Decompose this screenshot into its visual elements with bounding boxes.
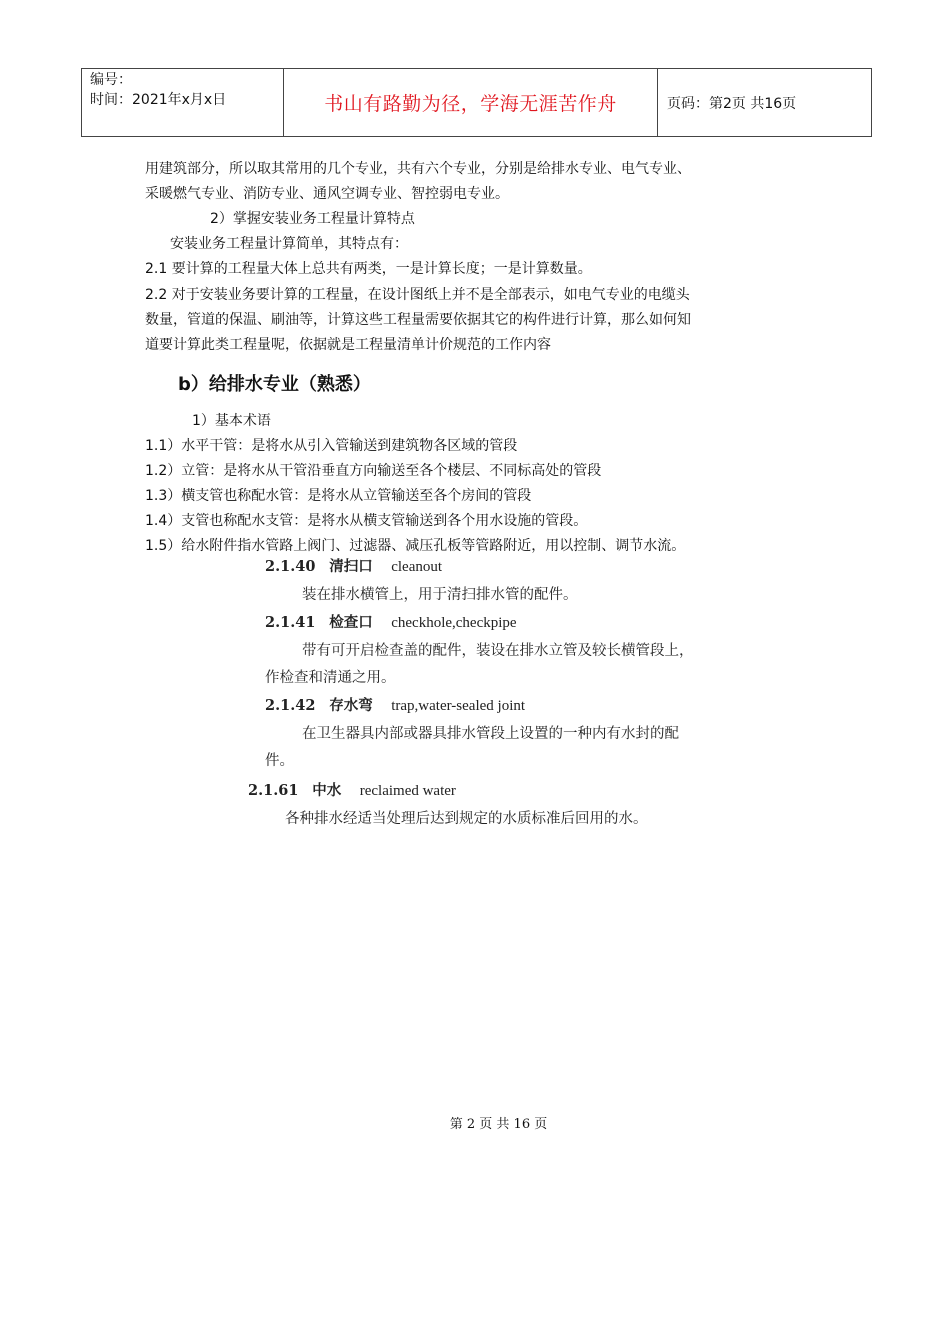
- sub1-title: 1）基本术语: [192, 413, 271, 429]
- entry-definition: 带有可开启检查盖的配件，装设在排水立管及较长横管段上，: [302, 643, 694, 659]
- page-label: 页码：第2页 共16页: [667, 95, 797, 112]
- section-b-heading: b）给排水专业（熟悉）: [178, 374, 371, 395]
- motto-text: 书山有路勤为径，学海无涯苦作舟: [324, 93, 617, 115]
- entry-english: checkhole,checkpipe: [391, 615, 517, 631]
- serial-label: 编号：: [90, 72, 132, 88]
- entry-2-1-61: [248, 779, 456, 800]
- sub2-title: 2）掌握安装业务工程量计算特点: [210, 211, 415, 227]
- header-meta-cell: [82, 69, 284, 136]
- item-2-2-line2: 数量，管道的保温、刷油等，计算这些工程量需要依据其它的构件进行计算，那么如何知: [145, 312, 691, 328]
- header-table: [81, 68, 872, 137]
- header-page-cell: [658, 69, 871, 136]
- entry-2-1-40: [265, 555, 442, 576]
- item-2-2-line1: 2.2 对于安装业务要计算的工程量，在设计图纸上并不是全部表示，如电气专业的电缆头: [145, 287, 690, 303]
- term-1-5: 1.5）给水附件指水管路上阀门、过滤器、减压孔板等管路附近，用以控制、调节水流。: [145, 538, 686, 554]
- header-motto-cell: [284, 69, 658, 136]
- entry-number: 2.1.61: [248, 782, 299, 799]
- page-footer: 第 2 页 共 16 页: [449, 1117, 548, 1132]
- entry-term: 中水: [312, 782, 342, 799]
- term-1-2: 1.2）立管：是将水从干管沿垂直方向输送至各个楼层、不同标高处的管段: [145, 463, 602, 479]
- entry-number: 2.1.41: [265, 614, 316, 631]
- entry-term: 检查口: [329, 614, 373, 631]
- entry-term: 清扫口: [329, 558, 373, 575]
- term-1-1: 1.1）水平干管：是将水从引入管输送到建筑物各区域的管段: [145, 438, 518, 454]
- entry-term: 存水弯: [329, 697, 373, 714]
- para1-line2: 采暖燃气专业、消防专业、通风空调专业、智控弱电专业。: [145, 186, 509, 202]
- intro-text: 安装业务工程量计算简单，其特点有：: [170, 236, 408, 252]
- entry-definition: 在卫生器具内部或器具排水管段上设置的一种内有水封的配: [302, 726, 679, 742]
- term-1-4: 1.4）支管也称配水支管：是将水从横支管输送到各个用水设施的管段。: [145, 513, 588, 529]
- entry-definition: 装在排水横管上，用于清扫排水管的配件。: [302, 587, 578, 603]
- entry-english: reclaimed water: [359, 783, 456, 799]
- time-label: 时间：2021年x月x日: [90, 92, 227, 108]
- term-1-3: 1.3）横支管也称配水管：是将水从立管输送至各个房间的管段: [145, 488, 532, 504]
- item-2-1: 2.1 要计算的工程量大体上总共有两类，一是计算长度；一是计算数量。: [145, 261, 592, 277]
- para1-line1: 用建筑部分，所以取其常用的几个专业，共有六个专业，分别是给排水专业、电气专业、: [145, 161, 691, 177]
- entry-english: cleanout: [391, 559, 443, 575]
- entry-2-1-41: [265, 611, 517, 632]
- entry-number: 2.1.42: [265, 697, 316, 714]
- entry-english: trap,water-sealed joint: [391, 698, 526, 714]
- entry-definition: 各种排水经适当处理后达到规定的水质标准后回用的水。: [285, 811, 648, 827]
- item-2-2-line3: 道要计算此类工程量呢，依据就是工程量清单计价规范的工作内容: [145, 337, 551, 353]
- entry-2-1-42: [265, 694, 525, 715]
- entry-number: 2.1.40: [265, 558, 316, 575]
- entry-definition-cont: 件。: [265, 753, 294, 769]
- entry-definition-cont: 作检查和清通之用。: [265, 670, 396, 686]
